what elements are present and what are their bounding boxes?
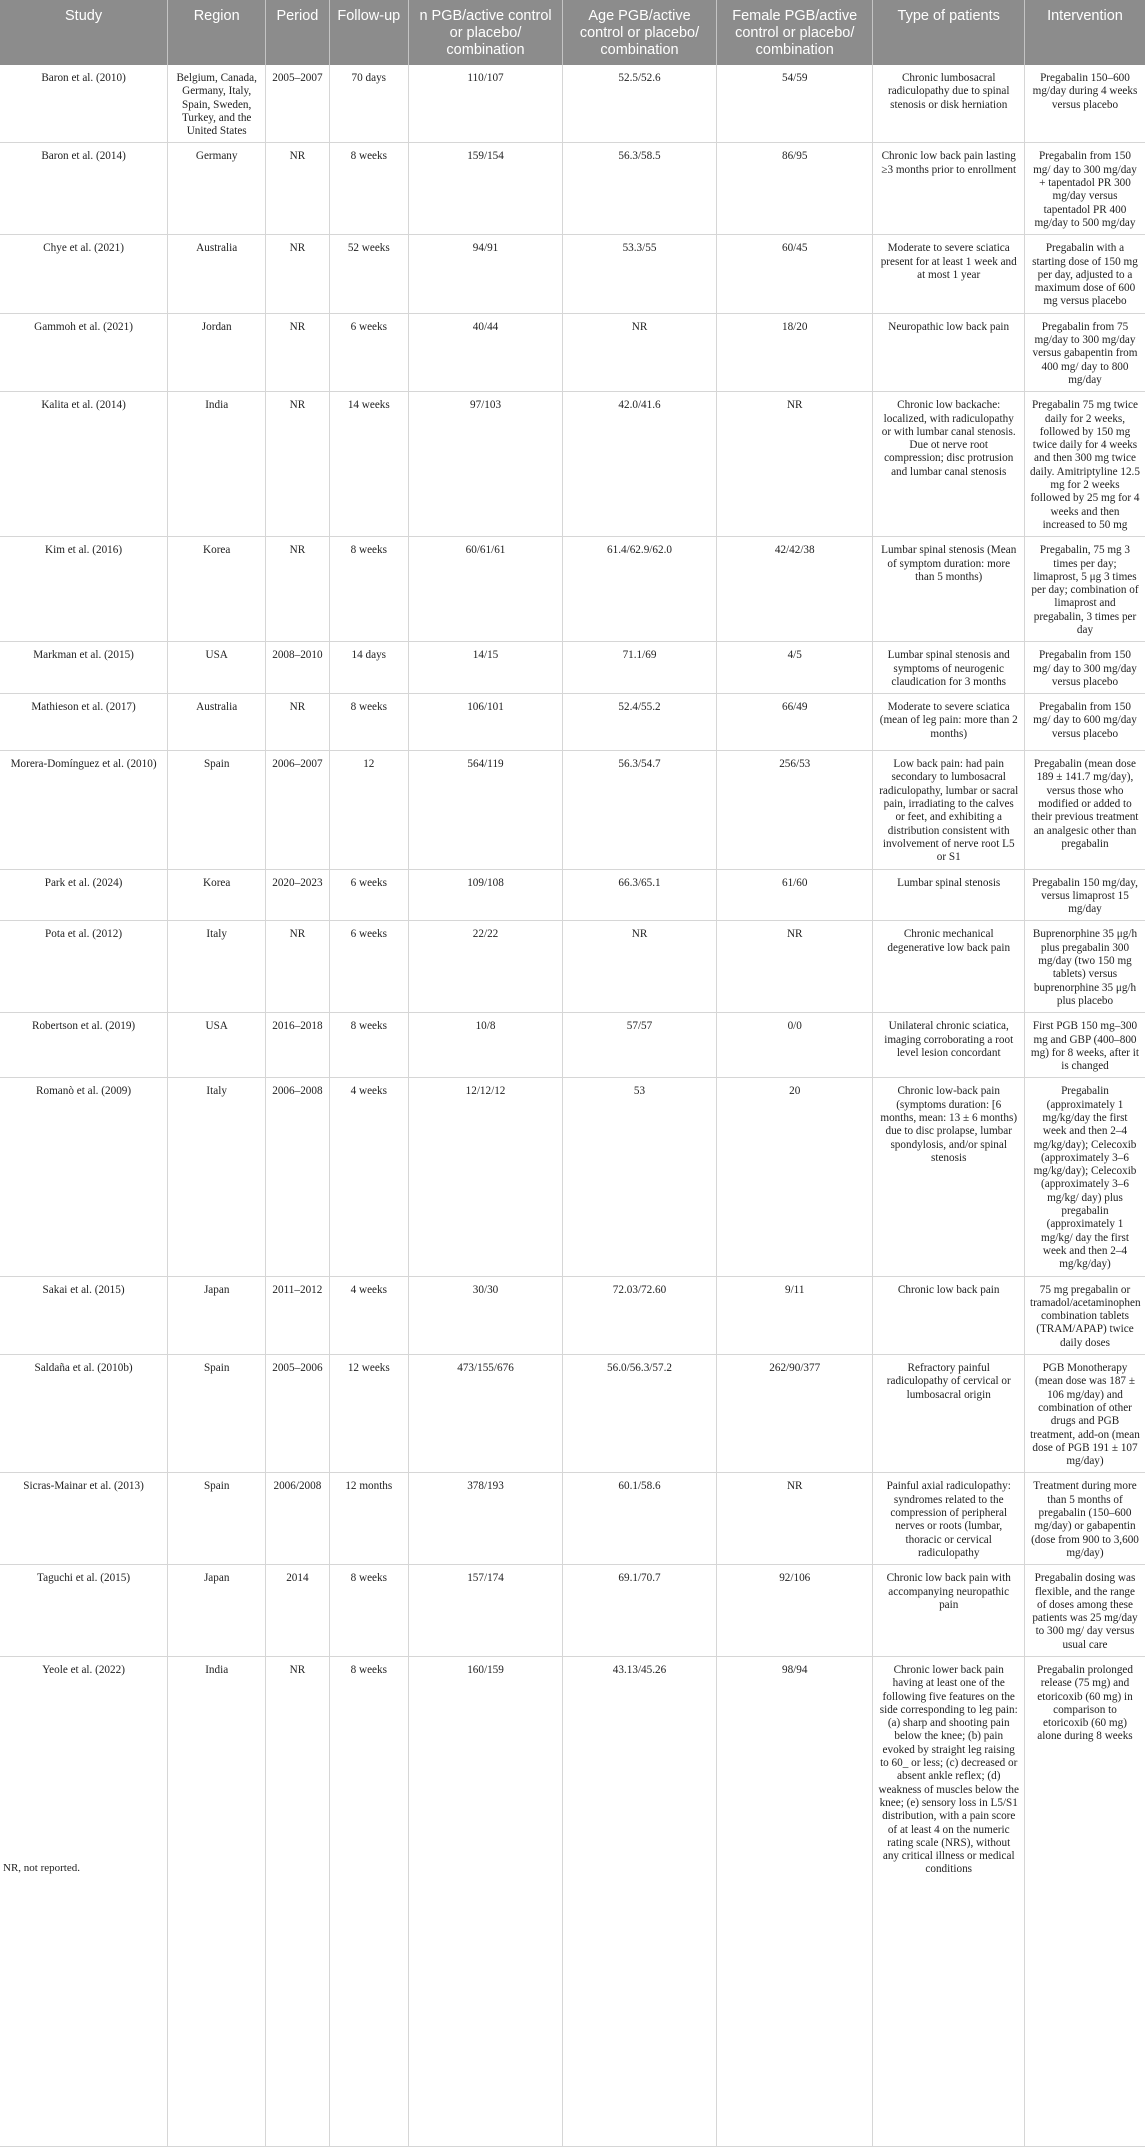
cell-female: 60/45 [717, 235, 873, 313]
table-row [0, 921, 1145, 1013]
cell-period: 2005–2006 [266, 1355, 329, 1473]
cell-age: NR [563, 921, 717, 1013]
table-header [0, 0, 1145, 65]
table-row [0, 1013, 1145, 1078]
cell-region: India [168, 1656, 266, 2146]
cell-study: Park et al. (2024) [0, 869, 168, 921]
cell-follow-up: 12 months [329, 1473, 408, 1565]
cell-n: 40/44 [409, 313, 563, 391]
cell-patient-type: Neuropathic low back pain [873, 313, 1025, 391]
cell-intervention: 75 mg pregabalin or tramadol/acetaminophen combination tablets (TRAM/APAP) twice daily doses [1024, 1276, 1145, 1354]
cell-age: 52.4/55.2 [563, 694, 717, 751]
cell-period: NR [266, 1656, 329, 2146]
cell-patient-type: Moderate to severe sciatica (mean of leg pain: more than 2 months) [873, 694, 1025, 751]
cell-follow-up: 4 weeks [329, 1078, 408, 1276]
cell-female: 0/0 [717, 1013, 873, 1078]
cell-patient-type: Chronic low back pain lasting ≥3 months prior to enrollment [873, 143, 1025, 235]
cell-female: 98/94 [717, 1656, 873, 2146]
cell-follow-up: 8 weeks [329, 1565, 408, 1657]
table-row [0, 1565, 1145, 1657]
cell-n: 94/91 [409, 235, 563, 313]
table-body [0, 65, 1145, 2146]
cell-patient-type: Low back pain: had pain secondary to lumbosacral radiculopathy, lumbar or sacral pain, irradiating to the calves or feet, and exhibiting a distribution consistent with involvement of nerve root L5 or S1 [873, 751, 1025, 869]
cell-study: Chye et al. (2021) [0, 235, 168, 313]
column-header-female: Female PGB/active control or placebo/ combination [717, 0, 873, 65]
cell-patient-type: Painful axial radiculopathy: syndromes related to the compression of peripheral nerves or roots (lumbar, thoracic or cervical radiculopathy [873, 1473, 1025, 1565]
cell-age: 66.3/65.1 [563, 869, 717, 921]
cell-region: USA [168, 642, 266, 694]
cell-patient-type: Unilateral chronic sciatica, imaging corroborating a root level lesion concordant [873, 1013, 1025, 1078]
cell-region: Australia [168, 694, 266, 751]
cell-follow-up: 12 [329, 751, 408, 869]
cell-n: 97/103 [409, 392, 563, 537]
cell-n: 30/30 [409, 1276, 563, 1354]
cell-patient-type: Moderate to severe sciatica present for at least 1 week and at most 1 year [873, 235, 1025, 313]
cell-follow-up: 6 weeks [329, 313, 408, 391]
cell-period: 2011–2012 [266, 1276, 329, 1354]
cell-age: 52.5/52.6 [563, 65, 717, 143]
cell-female: 18/20 [717, 313, 873, 391]
cell-female: 61/60 [717, 869, 873, 921]
cell-follow-up: 12 weeks [329, 1355, 408, 1473]
cell-patient-type: Chronic lumbosacral radiculopathy due to spinal stenosis or disk herniation [873, 65, 1025, 143]
cell-study: Kim et al. (2016) [0, 537, 168, 642]
cell-intervention: Pregabalin from 75 mg/day to 300 mg/day versus gabapentin from 400 mg/ day to 800 mg/day [1024, 313, 1145, 391]
table-row [0, 1355, 1145, 1473]
cell-age: 60.1/58.6 [563, 1473, 717, 1565]
table-row [0, 642, 1145, 694]
cell-region: Japan [168, 1565, 266, 1657]
cell-intervention: Treatment during more than 5 months of pregabalin (150–600 mg/day) or gabapentin (dose from 900 to 3,600 mg/day) [1024, 1473, 1145, 1565]
table-row [0, 751, 1145, 869]
cell-n: 12/12/12 [409, 1078, 563, 1276]
cell-intervention: Buprenorphine 35 μg/h plus pregabalin 300 mg/day (two 150 mg tablets) versus buprenorphine 35 μg/h plus placebo [1024, 921, 1145, 1013]
cell-study: Yeole et al. (2022) [0, 1656, 168, 2146]
cell-patient-type: Chronic mechanical degenerative low back pain [873, 921, 1025, 1013]
cell-age: 71.1/69 [563, 642, 717, 694]
cell-intervention: Pregabalin dosing was flexible, and the range of doses among these patients was 25 mg/day to 300 mg/ day versus usual care [1024, 1565, 1145, 1657]
cell-age: 53.3/55 [563, 235, 717, 313]
cell-period: NR [266, 694, 329, 751]
cell-region: Jordan [168, 313, 266, 391]
cell-region: USA [168, 1013, 266, 1078]
cell-study: Baron et al. (2014) [0, 143, 168, 235]
cell-period: NR [266, 143, 329, 235]
cell-study: Romanò et al. (2009) [0, 1078, 168, 1276]
table-row [0, 65, 1145, 143]
cell-period: NR [266, 921, 329, 1013]
cell-female: 66/49 [717, 694, 873, 751]
cell-patient-type: Lumbar spinal stenosis [873, 869, 1025, 921]
cell-female: 256/53 [717, 751, 873, 869]
column-header-patient-type: Type of patients [873, 0, 1025, 65]
cell-period: 2006–2007 [266, 751, 329, 869]
table-footnote: NR, not reported. [3, 1862, 80, 1874]
cell-intervention: Pregabalin (approximately 1 mg/kg/day the first week and then 2–4 mg/kg/day); Celecoxib (approximately 3–6 mg/kg/day); Celecoxib (approximately 3–6 mg/kg/ day) plus pregabalin (approximately 1 mg/kg/ day the first week and then 2–4 mg/kg/day) [1024, 1078, 1145, 1276]
cell-period: NR [266, 313, 329, 391]
cell-follow-up: 6 weeks [329, 869, 408, 921]
cell-follow-up: 8 weeks [329, 1013, 408, 1078]
cell-age: 56.3/54.7 [563, 751, 717, 869]
cell-period: 2008–2010 [266, 642, 329, 694]
cell-patient-type: Lumbar spinal stenosis and symptoms of neurogenic claudication for 3 months [873, 642, 1025, 694]
column-header-period: Period [266, 0, 329, 65]
cell-intervention: Pregabalin from 150 mg/ day to 600 mg/day versus placebo [1024, 694, 1145, 751]
cell-period: NR [266, 537, 329, 642]
table-row [0, 143, 1145, 235]
cell-study: Mathieson et al. (2017) [0, 694, 168, 751]
cell-n: 159/154 [409, 143, 563, 235]
cell-study: Sakai et al. (2015) [0, 1276, 168, 1354]
cell-region: Korea [168, 537, 266, 642]
cell-region: Italy [168, 1078, 266, 1276]
cell-age: NR [563, 313, 717, 391]
cell-age: 53 [563, 1078, 717, 1276]
cell-intervention: Pregabalin from 150 mg/ day to 300 mg/day + tapentadol PR 300 mg/day versus tapentadol PR 400 mg/day to 500 mg/day [1024, 143, 1145, 235]
cell-female: 92/106 [717, 1565, 873, 1657]
cell-female: 20 [717, 1078, 873, 1276]
column-header-age: Age PGB/active control or placebo/ combination [563, 0, 717, 65]
cell-n: 564/119 [409, 751, 563, 869]
cell-follow-up: 8 weeks [329, 1656, 408, 2146]
cell-follow-up: 4 weeks [329, 1276, 408, 1354]
cell-female: 86/95 [717, 143, 873, 235]
cell-study: Pota et al. (2012) [0, 921, 168, 1013]
cell-patient-type: Chronic low back pain with accompanying neuropathic pain [873, 1565, 1025, 1657]
table-row [0, 869, 1145, 921]
cell-region: Spain [168, 1355, 266, 1473]
cell-intervention: Pregabalin prolonged release (75 mg) and etoricoxib (60 mg) in comparison to etoricoxib (60 mg) alone during 8 weeks [1024, 1656, 1145, 2146]
cell-study: Saldaña et al. (2010b) [0, 1355, 168, 1473]
cell-follow-up: 8 weeks [329, 143, 408, 235]
cell-female: NR [717, 921, 873, 1013]
cell-patient-type: Chronic low-back pain (symptoms duration: [6 months, mean: 13 ± 6 months) due to disc prolapse, lumbar spondylosis, and/or spinal stenosis [873, 1078, 1025, 1276]
cell-patient-type: Chronic low back pain [873, 1276, 1025, 1354]
cell-study: Morera-Domínguez et al. (2010) [0, 751, 168, 869]
cell-intervention: Pregabalin with a starting dose of 150 mg per day, adjusted to a maximum dose of 600 mg versus placebo [1024, 235, 1145, 313]
cell-female: 262/90/377 [717, 1355, 873, 1473]
cell-region: Korea [168, 869, 266, 921]
cell-study: Kalita et al. (2014) [0, 392, 168, 537]
cell-age: 57/57 [563, 1013, 717, 1078]
cell-intervention: Pregabalin from 150 mg/ day to 300 mg/day versus placebo [1024, 642, 1145, 694]
cell-study: Gammoh et al. (2021) [0, 313, 168, 391]
cell-follow-up: 70 days [329, 65, 408, 143]
table-row [0, 1276, 1145, 1354]
cell-female: 9/11 [717, 1276, 873, 1354]
column-header-region: Region [168, 0, 266, 65]
cell-patient-type: Chronic lower back pain having at least one of the following five features on the side corresponding to leg pain: (a) sharp and shooting pain below the knee; (b) pain evoked by straight leg raising to 60_ or less; (c) decreased or absent ankle reflex; (d) weakness of muscles below the knee; (e) sensory loss in L5/S1 distribution, with a pain score of at least 4 on the numeric rating scale (NRS), without any critical illness or medical conditions [873, 1656, 1025, 2146]
cell-period: 2020–2023 [266, 869, 329, 921]
table-row [0, 537, 1145, 642]
table-row [0, 1656, 1145, 2146]
cell-intervention: Pregabalin, 75 mg 3 times per day; limaprost, 5 μg 3 times per day; combination of limaprost and pregabalin, 3 times per day [1024, 537, 1145, 642]
cell-female: NR [717, 392, 873, 537]
cell-intervention: Pregabalin 150–600 mg/day during 4 weeks versus placebo [1024, 65, 1145, 143]
cell-age: 72.03/72.60 [563, 1276, 717, 1354]
table-row [0, 1473, 1145, 1565]
column-header-intervention: Intervention [1024, 0, 1145, 65]
cell-follow-up: 14 weeks [329, 392, 408, 537]
cell-n: 157/174 [409, 1565, 563, 1657]
column-header-study: Study [0, 0, 168, 65]
cell-region: Spain [168, 751, 266, 869]
cell-intervention: Pregabalin 75 mg twice daily for 2 weeks, followed by 150 mg twice daily for 4 weeks and then 300 mg twice daily. Amitriptyline 12.5 mg for 2 weeks followed by 25 mg for 4 weeks and then increased to 50 mg [1024, 392, 1145, 537]
cell-intervention: First PGB 150 mg–300 mg and GBP (400–800 mg) for 8 weeks, after it is changed [1024, 1013, 1145, 1078]
cell-female: 54/59 [717, 65, 873, 143]
cell-intervention: Pregabalin (mean dose 189 ± 141.7 mg/day), versus those who modified or added to their previous treatment an analgesic other than pregabalin [1024, 751, 1145, 869]
cell-intervention: Pregabalin 150 mg/day, versus limaprost 15 mg/day [1024, 869, 1145, 921]
column-header-n: n PGB/active control or placebo/ combination [409, 0, 563, 65]
cell-follow-up: 52 weeks [329, 235, 408, 313]
cell-n: 22/22 [409, 921, 563, 1013]
cell-n: 14/15 [409, 642, 563, 694]
cell-n: 60/61/61 [409, 537, 563, 642]
cell-region: Germany [168, 143, 266, 235]
cell-region: Italy [168, 921, 266, 1013]
header-row [0, 0, 1145, 65]
column-header-follow-up: Follow-up [329, 0, 408, 65]
table-row [0, 392, 1145, 537]
table-row [0, 235, 1145, 313]
cell-follow-up: 6 weeks [329, 921, 408, 1013]
cell-region: Belgium, Canada, Germany, Italy, Spain, Sweden, Turkey, and the United States [168, 65, 266, 143]
cell-age: 42.0/41.6 [563, 392, 717, 537]
cell-patient-type: Chronic low backache: localized, with radiculopathy or with lumbar canal stenosis. Due ot nerve root compression; disc protrusion and lumbar canal stenosis [873, 392, 1025, 537]
cell-age: 61.4/62.9/62.0 [563, 537, 717, 642]
cell-n: 473/155/676 [409, 1355, 563, 1473]
cell-n: 378/193 [409, 1473, 563, 1565]
cell-patient-type: Refractory painful radiculopathy of cervical or lumbosacral origin [873, 1355, 1025, 1473]
table-row [0, 694, 1145, 751]
cell-study: Taguchi et al. (2015) [0, 1565, 168, 1657]
cell-study: Sicras-Mainar et al. (2013) [0, 1473, 168, 1565]
table-row [0, 313, 1145, 391]
cell-region: India [168, 392, 266, 537]
cell-study: Markman et al. (2015) [0, 642, 168, 694]
cell-female: 42/42/38 [717, 537, 873, 642]
cell-study: Robertson et al. (2019) [0, 1013, 168, 1078]
cell-n: 109/108 [409, 869, 563, 921]
cell-period: 2016–2018 [266, 1013, 329, 1078]
cell-age: 56.3/58.5 [563, 143, 717, 235]
cell-n: 10/8 [409, 1013, 563, 1078]
cell-study: Baron et al. (2010) [0, 65, 168, 143]
cell-n: 160/159 [409, 1656, 563, 2146]
cell-intervention: PGB Monotherapy (mean dose was 187 ± 106 mg/day) and combination of other drugs and PGB treatment, add-on (mean dose of PGB 191 ± 107 mg/day) [1024, 1355, 1145, 1473]
cell-follow-up: 14 days [329, 642, 408, 694]
cell-female: 4/5 [717, 642, 873, 694]
cell-female: NR [717, 1473, 873, 1565]
cell-n: 110/107 [409, 65, 563, 143]
cell-period: 2006–2008 [266, 1078, 329, 1276]
cell-region: Spain [168, 1473, 266, 1565]
cell-follow-up: 8 weeks [329, 694, 408, 751]
cell-region: Australia [168, 235, 266, 313]
cell-period: NR [266, 235, 329, 313]
cell-patient-type: Lumbar spinal stenosis (Mean of symptom duration: more than 5 months) [873, 537, 1025, 642]
cell-period: 2006/2008 [266, 1473, 329, 1565]
cell-period: 2005–2007 [266, 65, 329, 143]
cell-age: 43.13/45.26 [563, 1656, 717, 2146]
cell-age: 69.1/70.7 [563, 1565, 717, 1657]
cell-period: NR [266, 392, 329, 537]
cell-follow-up: 8 weeks [329, 537, 408, 642]
table-row [0, 1078, 1145, 1276]
cell-region: Japan [168, 1276, 266, 1354]
cell-age: 56.0/56.3/57.2 [563, 1355, 717, 1473]
cell-period: 2014 [266, 1565, 329, 1657]
cell-n: 106/101 [409, 694, 563, 751]
